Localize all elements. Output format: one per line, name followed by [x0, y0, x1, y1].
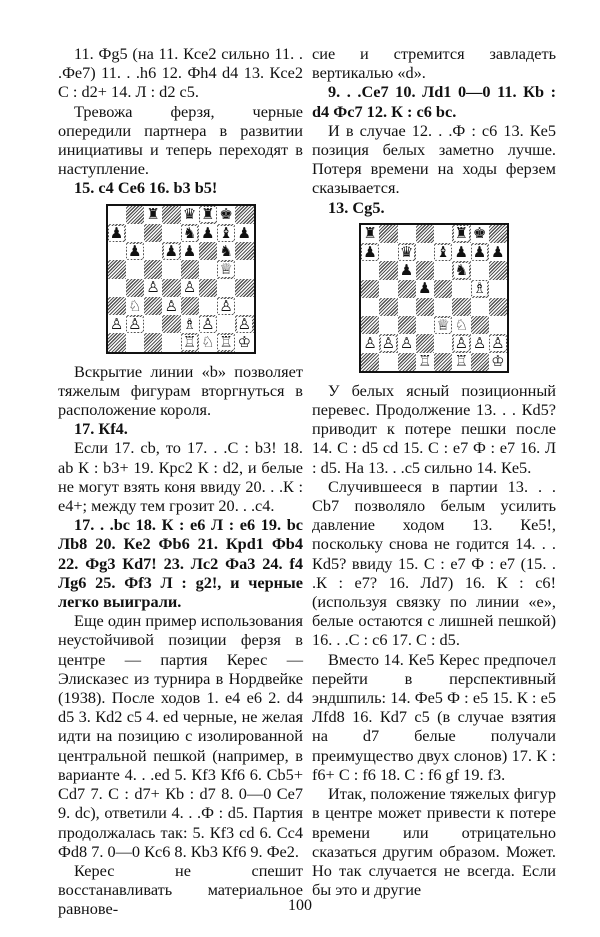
- chess-piece: ♙: [237, 315, 252, 333]
- board-square: [434, 298, 452, 316]
- chess-piece: ♜: [146, 205, 160, 224]
- board-square: [126, 279, 144, 297]
- board-square: [217, 224, 235, 242]
- chess-piece: ♝: [219, 223, 233, 242]
- board-square: [489, 280, 507, 298]
- board-square: [162, 224, 180, 242]
- board-square: [181, 260, 199, 278]
- paragraph: 13. Сg5.: [328, 197, 385, 217]
- chess-piece: ♘: [128, 296, 142, 315]
- board-square: [199, 242, 217, 260]
- board-square: [398, 353, 416, 371]
- chess-piece: ♙: [363, 334, 377, 352]
- board-square: [108, 242, 126, 260]
- board-square: [235, 224, 253, 242]
- board-square: [126, 315, 144, 333]
- board-square: [452, 225, 470, 243]
- paragraph: 15. c4 Сe6 16. b3 b5!: [74, 178, 218, 198]
- board-square: [489, 243, 507, 261]
- chess-piece: ♙: [128, 315, 142, 333]
- chess-board: [359, 223, 509, 373]
- board-square: [162, 206, 180, 224]
- board-square: [199, 297, 217, 315]
- board-square: [434, 280, 452, 298]
- board-square: [181, 315, 199, 333]
- board-square: [126, 206, 144, 224]
- board-square: [361, 353, 379, 371]
- board-square: [398, 298, 416, 316]
- board-square: [361, 243, 379, 261]
- board-square: [452, 298, 470, 316]
- chess-piece: ♔: [491, 352, 505, 371]
- board-square: [452, 316, 470, 334]
- board-square: [379, 316, 397, 334]
- paragraph: Вскрытие линии «b» позволяет тяжелым фигурам вторгнуться в расположение короля.: [58, 361, 303, 420]
- board-square: [235, 242, 253, 260]
- board-square: [126, 224, 144, 242]
- board-square: [398, 334, 416, 352]
- board-square: [126, 260, 144, 278]
- board-square: [162, 315, 180, 333]
- chess-piece: ♟: [454, 243, 469, 261]
- board-square: [398, 316, 416, 334]
- board-square: [361, 334, 379, 352]
- board-square: [162, 297, 180, 315]
- board-square: [416, 353, 434, 371]
- board-square: [217, 333, 235, 351]
- paragraph: У белых ясный позиционный перевес. Продолжение 13. . . Кd5? приводит к потере пешки после 14. С : d5 cd 15. С : e7 Ф : e7 16. Л : d5. На 13. . .c5 сильно 14. Кe5.: [312, 380, 556, 477]
- board-square: [416, 298, 434, 316]
- chess-piece: ♚: [219, 205, 233, 224]
- chess-piece: ♟: [109, 223, 124, 242]
- chess-piece: ♜: [201, 205, 215, 224]
- board-square: [471, 316, 489, 334]
- chess-piece: ♟: [491, 243, 505, 261]
- paragraph: Случившееся в партии 13. . . Сb7 позволяло белым усилить давление ходом 13. Кe5!, поскольку снова не годится 14. . . Кd5? ввиду 15. С : e7 Ф : e7 (15. . .К : e7? 16. Лd7) 16. К : c6! (используя связку по линии «e», белые остаются с лишней пешкой) 16. . .С : c6 17. С : d5.: [312, 476, 556, 650]
- board-square: [162, 333, 180, 351]
- board-square: [144, 333, 162, 351]
- board-square: [235, 260, 253, 278]
- chess-piece: ♗: [182, 315, 197, 333]
- board-square: [199, 279, 217, 297]
- page-number: 100: [288, 897, 312, 914]
- board-square: [199, 224, 217, 242]
- board-square: [144, 260, 162, 278]
- board-square: [489, 261, 507, 279]
- board-square: [434, 316, 452, 334]
- chess-piece: ♙: [399, 334, 414, 352]
- chess-piece: ♕: [436, 316, 450, 334]
- chess-diagram-2: [312, 223, 556, 373]
- chess-piece: ♟: [128, 242, 142, 260]
- board-square: [416, 261, 434, 279]
- board-square: [199, 333, 217, 351]
- chess-piece: ♜: [454, 224, 469, 243]
- board-square: [434, 353, 452, 371]
- paragraph: 17. . .bc 18. К : e6 Л : e6 19. bc Лb8 20. Кe2 Фb6 21. Крd1 Фb4 22. Фg3 Кd7! 23. Лc2 Фa3 24. f4 Лg6 25. Фf3 Л : g2!, и черные легко выиграли.: [58, 515, 303, 612]
- board-square: [217, 206, 235, 224]
- board-square: [181, 224, 199, 242]
- board-square: [471, 298, 489, 316]
- paragraph: 17. Кf4.: [74, 419, 128, 439]
- board-square: [235, 297, 253, 315]
- chess-piece: ♟: [399, 261, 414, 279]
- board-square: [434, 261, 452, 279]
- paragraph: сие и стремится завладеть вертикалью «d».: [312, 44, 556, 83]
- chess-piece: ♞: [454, 261, 469, 279]
- board-square: [108, 297, 126, 315]
- board-square: [126, 242, 144, 260]
- chess-diagram-1: [58, 204, 303, 354]
- board-square: [108, 260, 126, 278]
- board-square: [379, 353, 397, 371]
- left-column: [58, 44, 303, 919]
- board-square: [361, 298, 379, 316]
- board-square: [144, 224, 162, 242]
- board-square: [108, 224, 126, 242]
- chess-piece: ♟: [182, 242, 197, 260]
- board-square: [199, 315, 217, 333]
- chess-piece: ♛: [182, 205, 197, 224]
- chess-piece: ♟: [363, 243, 377, 261]
- chess-piece: ♛: [399, 243, 414, 261]
- board-square: [489, 298, 507, 316]
- board-square: [181, 279, 199, 297]
- chess-piece: ♕: [219, 260, 233, 278]
- board-square: [416, 243, 434, 261]
- board-square: [452, 261, 470, 279]
- board-square: [489, 225, 507, 243]
- board-square: [181, 333, 199, 351]
- paragraph: 11. Фg5 (на 11. Кce2 сильно 11. . .Фe7) 11. . .h6 12. Фh4 d4 13. Кce2 С : d2+ 14. Л : d2 c5.: [58, 44, 303, 102]
- chess-piece: ♙: [146, 278, 160, 297]
- chess-piece: ♙: [219, 296, 233, 315]
- board-square: [108, 206, 126, 224]
- board-square: [452, 353, 470, 371]
- board-square: [217, 242, 235, 260]
- board-square: [379, 261, 397, 279]
- board-square: [217, 315, 235, 333]
- board-square: [217, 260, 235, 278]
- chess-piece: ♘: [454, 316, 469, 334]
- chess-piece: ♙: [164, 296, 179, 315]
- chess-piece: ♙: [201, 315, 215, 333]
- board-square: [489, 334, 507, 352]
- paragraph: Если 17. cb, то 17. . .С : b3! 18. ab К : b3+ 19. Крс2 К : d2, и белые не могут взять коня ввиду 20. . .К : e4+; между тем грозит 20. . .c4.: [58, 438, 303, 516]
- board-square: [471, 334, 489, 352]
- board-square: [361, 261, 379, 279]
- chess-board: [106, 204, 256, 354]
- board-square: [235, 279, 253, 297]
- board-square: [217, 279, 235, 297]
- board-square: [434, 243, 452, 261]
- paragraph: Итак, положение тяжелых фигур в центре может привести к потере времени или отрицательно сказаться другим образом. Может. Но так случается не всегда. Если бы это и другие: [312, 784, 556, 900]
- chess-piece: ♔: [237, 333, 252, 351]
- chess-piece: ♙: [182, 278, 197, 297]
- board-square: [471, 261, 489, 279]
- board-square: [379, 298, 397, 316]
- board-square: [217, 297, 235, 315]
- board-square: [108, 279, 126, 297]
- board-square: [162, 242, 180, 260]
- chess-piece: ♙: [491, 334, 505, 352]
- board-square: [379, 243, 397, 261]
- chess-piece: ♖: [182, 333, 197, 351]
- chess-piece: ♞: [182, 223, 197, 242]
- chess-piece: ♖: [219, 333, 233, 351]
- chess-piece: ♞: [219, 242, 233, 260]
- chess-piece: ♙: [472, 334, 487, 352]
- chess-piece: ♚: [472, 224, 487, 243]
- board-square: [144, 206, 162, 224]
- chess-piece: ♟: [472, 243, 487, 261]
- chess-piece: ♘: [201, 333, 215, 351]
- board-square: [471, 353, 489, 371]
- board-square: [489, 353, 507, 371]
- board-square: [471, 280, 489, 298]
- board-square: [144, 297, 162, 315]
- paragraph: Еще один пример использования неустойчивой позиции ферзя в центре — партия Керес — Элисказес из турнира в Нордвейке (1938). После ходов 1. e4 e6 2. d4 d5 3. Кd2 c5 4. ed черные, не желая идти на позицию с изолированной центральной пешкой (например, в варианте 4. . .ed 5. Кf3 Кf6 6. Сb5+ Сd7 7. С : d7+ Кb : d7 8. 0—0 Сe7 9. dc), ответили 4. . .Ф : d5. Партия продолжалась так: 5. Кf3 cd 6. Сc4 Фd8 7. 0—0 Кc6 8. Кb3 Кf6 9. Фe2.: [58, 611, 303, 861]
- board-square: [398, 243, 416, 261]
- board-square: [126, 333, 144, 351]
- chess-piece: ♟: [201, 223, 215, 242]
- board-square: [434, 225, 452, 243]
- chess-piece: ♟: [237, 223, 252, 242]
- board-square: [379, 280, 397, 298]
- board-square: [416, 225, 434, 243]
- right-column: [312, 44, 556, 899]
- board-square: [416, 280, 434, 298]
- board-square: [181, 242, 199, 260]
- board-square: [434, 334, 452, 352]
- board-square: [144, 315, 162, 333]
- board-square: [489, 316, 507, 334]
- paragraph: Вместо 14. Кe5 Керес предпочел перейти в перспективный эндшпиль: 14. Фe5 Ф : e5 15. К : e5 Лfd8 16. Кd7 c5 (в случае взятия на d7 белые получали преимущество двух слонов) 17. К : f6+ С : f6 18. С : f6 gf 19. f3.: [312, 649, 556, 784]
- board-square: [199, 260, 217, 278]
- board-square: [181, 206, 199, 224]
- board-square: [398, 261, 416, 279]
- board-square: [181, 297, 199, 315]
- paragraph: 9. . .Сe7 10. Лd1 0—0 11. Кb : d4 Фc7 12. К : c6 bc.: [312, 82, 556, 121]
- board-square: [416, 334, 434, 352]
- board-square: [361, 316, 379, 334]
- board-square: [235, 206, 253, 224]
- board-square: [452, 280, 470, 298]
- board-square: [471, 243, 489, 261]
- board-square: [144, 279, 162, 297]
- board-square: [379, 334, 397, 352]
- chess-piece: ♜: [363, 224, 377, 243]
- board-square: [398, 280, 416, 298]
- board-square: [199, 206, 217, 224]
- board-square: [361, 225, 379, 243]
- board-square: [144, 242, 162, 260]
- paragraph: Керес не спешит восстанавливать материальное равнове-: [58, 860, 303, 919]
- board-square: [235, 315, 253, 333]
- paragraph: Тревожа ферзя, черные опередили партнера в развитии инициативы и теперь переходят в наступление.: [58, 101, 303, 179]
- paragraph: И в случае 12. . .Ф : c6 13. Кe5 позиция белых заметно лучше. Потеря времени на ходы ферзем сказывается.: [312, 120, 556, 198]
- chess-piece: ♟: [164, 242, 179, 260]
- chess-piece: ♙: [454, 334, 469, 352]
- chess-piece: ♗: [472, 279, 487, 298]
- board-square: [162, 279, 180, 297]
- board-square: [452, 334, 470, 352]
- chess-piece: ♖: [418, 352, 432, 371]
- board-square: [379, 225, 397, 243]
- chess-piece: ♝: [436, 243, 450, 261]
- board-square: [452, 243, 470, 261]
- board-square: [361, 280, 379, 298]
- chess-piece: ♖: [454, 352, 469, 371]
- board-square: [416, 316, 434, 334]
- chess-piece: ♙: [381, 334, 396, 352]
- board-square: [126, 297, 144, 315]
- chess-piece: ♙: [109, 315, 124, 333]
- board-square: [108, 333, 126, 351]
- board-square: [162, 260, 180, 278]
- board-square: [398, 225, 416, 243]
- board-square: [108, 315, 126, 333]
- board-square: [471, 225, 489, 243]
- board-square: [235, 333, 253, 351]
- chess-piece: ♟: [418, 279, 432, 298]
